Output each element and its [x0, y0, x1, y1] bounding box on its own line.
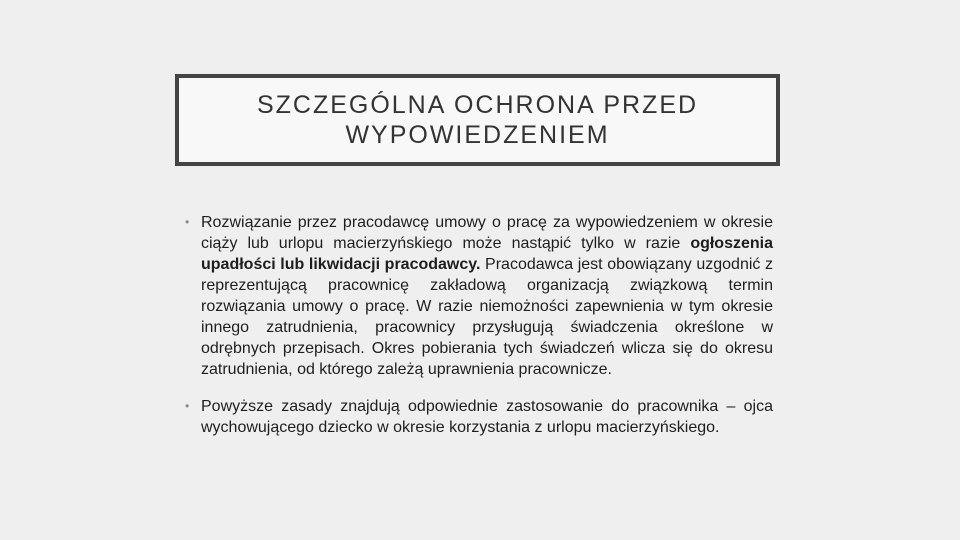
slide-title-box	[175, 74, 780, 166]
slide-title-line-1: SZCZEGÓLNA OCHRONA PRZED	[256, 91, 699, 119]
bullet-text-1	[201, 212, 773, 380]
bullet-1-text-part-1: Rozwiązanie przez pracodawcę umowy o pracę za wypowiedzeniem w okresie ciąży lub urlopu macierzyńskiego może nastąpić tylko w razie	[201, 214, 773, 252]
bullet-1-bold-text: ogłoszenia upadłości lub likwidacji pracodawcy.	[201, 235, 773, 273]
bullet-item-1	[185, 212, 773, 380]
bullet-marker: •	[185, 399, 190, 413]
slide-title-line-2: WYPOWIEDZENIEM	[345, 121, 610, 149]
bullet-marker: •	[185, 215, 190, 229]
bullet-item-2	[185, 396, 773, 438]
bullet-list	[185, 212, 773, 454]
bullet-1-text-part-2: Pracodawca jest obowiązany uzgodnić z reprezentującą pracownicę zakładową organizacją związkową termin rozwiązania umowy o pracę. W razie niemożności zapewnienia w tym okresie innego zatrudnienia, pracownicy przysługują świadczenia określone w odrębnych przepisach. Okres pobierania tych świadczeń wlicza się do okresu zatrudnienia, od którego zależą uprawnienia pracownicze.	[201, 256, 774, 378]
bullet-text-2: Powyższe zasady znajdują odpowiednie zastosowanie do pracownika – ojca wychowującego dziecko w okresie korzystania z urlopu macierzyńskiego.	[201, 398, 773, 436]
slide-title	[257, 90, 698, 150]
